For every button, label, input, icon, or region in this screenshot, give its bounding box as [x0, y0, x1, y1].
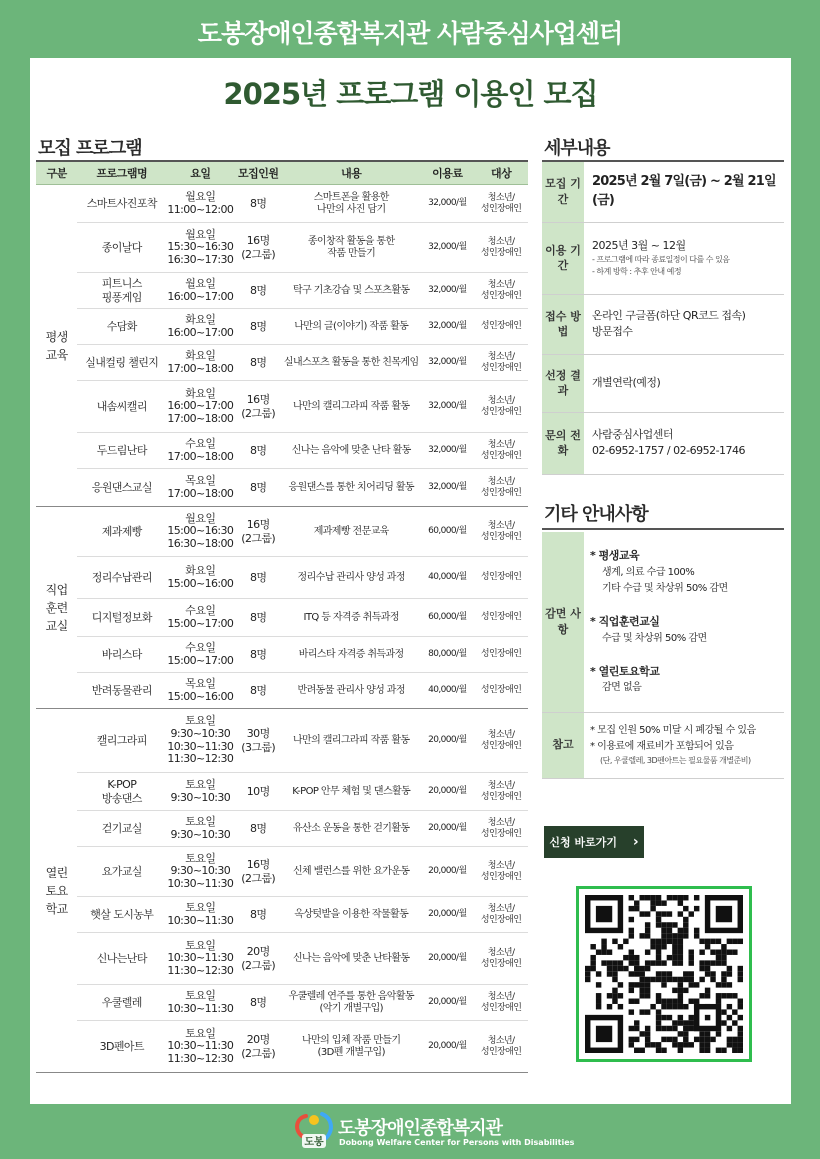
program-name: 수담화	[77, 309, 166, 345]
program-schedule: 토요일 9:30~10:30 10:30~11:30 11:30~12:30	[166, 709, 234, 773]
program-target: 청소년/ 성인장애인	[474, 773, 528, 811]
program-name: 신나는난타	[77, 933, 166, 985]
program-capacity: 8명	[234, 557, 282, 599]
logo-text: 도봉	[304, 1137, 324, 1148]
program-target: 성인장애인	[474, 557, 528, 599]
program-target: 청소년/ 성인장애인	[474, 1021, 528, 1073]
program-category: 평생 교육	[36, 185, 77, 507]
program-capacity: 8명	[234, 599, 282, 637]
program-target: 청소년/ 성인장애인	[474, 433, 528, 469]
program-capacity: 8명	[234, 345, 282, 381]
apply-button[interactable]	[544, 826, 644, 858]
program-name: 응원댄스교실	[77, 469, 166, 507]
program-content: K-POP 안무 체험 및 댄스활동	[282, 773, 421, 811]
program-name: 햇살 도시농부	[77, 897, 166, 933]
program-schedule: 화요일 16:00~17:00	[166, 309, 234, 345]
discount-lifelong-line-2: 기타 수급 및 차상위 50% 감면	[602, 582, 728, 594]
program-capacity: 8명	[234, 985, 282, 1021]
program-fee: 32,000/월	[420, 273, 474, 309]
program-schedule: 수요일 15:00~17:00	[166, 599, 234, 637]
program-content: 제과제빵 전문교육	[282, 507, 421, 557]
table-row	[36, 811, 528, 847]
program-capacity: 8명	[234, 433, 282, 469]
program-capacity: 8명	[234, 273, 282, 309]
note-line-3: (단, 우쿨렐레, 3D펜아트는 필요물품 개별준비)	[600, 756, 751, 765]
program-schedule: 월요일 15:30~16:30 16:30~17:30	[166, 223, 234, 273]
program-content: 신나는 음악에 맞춘 난타 활동	[282, 433, 421, 469]
program-schedule: 토요일 10:30~11:30	[166, 985, 234, 1021]
result-value: 개별연락(예정)	[584, 354, 784, 412]
result-row	[542, 354, 784, 412]
program-name: 3D펜아트	[77, 1021, 166, 1073]
table-row	[36, 933, 528, 985]
footer	[0, 1110, 820, 1155]
note-line-1: * 모집 인원 50% 미달 시 폐강될 수 있음	[590, 725, 756, 736]
program-name: 두드림난타	[77, 433, 166, 469]
column-header: 모집인원	[234, 162, 282, 185]
program-fee: 32,000/월	[420, 223, 474, 273]
program-capacity: 8명	[234, 897, 282, 933]
program-target: 청소년/ 성인장애인	[474, 811, 528, 847]
program-content: 탁구 기초강습 및 스포츠활동	[282, 273, 421, 309]
discount-row	[542, 532, 784, 712]
program-schedule: 토요일 10:30~11:30 11:30~12:30	[166, 933, 234, 985]
program-fee: 20,000/월	[420, 933, 474, 985]
program-fee: 40,000/월	[420, 557, 474, 599]
footer-org-name-en: Dobong Welfare Center for Persons with Disabilities	[339, 1138, 575, 1147]
program-name: 반려동물관리	[77, 673, 166, 709]
program-fee: 20,000/월	[420, 985, 474, 1021]
program-target: 청소년/ 성인장애인	[474, 847, 528, 897]
program-target: 성인장애인	[474, 637, 528, 673]
program-capacity: 8명	[234, 637, 282, 673]
main-title: 2025년 프로그램 이용인 모집	[223, 77, 598, 111]
program-name: 디지털정보화	[77, 599, 166, 637]
program-name: 스마트사진포착	[77, 185, 166, 223]
program-fee: 32,000/월	[420, 309, 474, 345]
table-row	[36, 345, 528, 381]
program-name: K-POP 방송댄스	[77, 773, 166, 811]
program-schedule: 목요일 17:00~18:00	[166, 469, 234, 507]
extra-section-title: 기타 안내사항	[544, 504, 648, 525]
table-row	[36, 599, 528, 637]
program-target: 청소년/ 성인장애인	[474, 507, 528, 557]
details-section-title: 세부내용	[544, 138, 610, 159]
extra-section-divider	[542, 528, 784, 530]
program-schedule: 수요일 15:00~17:00	[166, 637, 234, 673]
program-target: 청소년/ 성인장애인	[474, 897, 528, 933]
program-content: 응원댄스를 통한 치어리딩 활동	[282, 469, 421, 507]
program-fee: 60,000/월	[420, 599, 474, 637]
result-label: 선정 결과	[542, 354, 584, 412]
program-target: 성인장애인	[474, 309, 528, 345]
column-header: 구분	[36, 162, 77, 185]
use-period-label: 이용 기간	[542, 222, 584, 294]
program-content: 실내스포츠 활동을 통한 친목게임	[282, 345, 421, 381]
program-name: 우쿨렐레	[77, 985, 166, 1021]
program-schedule: 토요일 9:30~10:30	[166, 811, 234, 847]
program-fee: 32,000/월	[420, 469, 474, 507]
program-schedule: 목요일 15:00~16:00	[166, 673, 234, 709]
program-content: 나만의 글(이야기) 작품 활동	[282, 309, 421, 345]
program-capacity: 20명 (2그룹)	[234, 933, 282, 985]
program-table-body	[36, 185, 528, 1073]
discount-saturday-line-1: 감면 없음	[602, 682, 642, 694]
program-content: 반려동물 관리사 양성 과정	[282, 673, 421, 709]
program-capacity: 16명 (2그룹)	[234, 507, 282, 557]
column-header: 내용	[282, 162, 421, 185]
program-fee: 32,000/월	[420, 185, 474, 223]
program-content: 유산소 운동을 통한 걷기활동	[282, 811, 421, 847]
program-capacity: 8명	[234, 673, 282, 709]
program-schedule: 월요일 11:00~12:00	[166, 185, 234, 223]
table-row	[36, 223, 528, 273]
note-line-2: * 이용료에 재료비가 포함되어 있음	[590, 741, 734, 752]
program-target: 청소년/ 성인장애인	[474, 223, 528, 273]
apply-method-row	[542, 294, 784, 354]
qr-code[interactable]	[576, 886, 752, 1062]
program-fee: 20,000/월	[420, 897, 474, 933]
program-schedule: 화요일 15:00~16:00	[166, 557, 234, 599]
apply-button-label: 신청 바로가기	[549, 836, 617, 849]
program-schedule: 토요일 10:30~11:30	[166, 897, 234, 933]
program-content: 나만의 캘리그라피 작품 활동	[282, 709, 421, 773]
program-content: 나만의 입체 작품 만들기 (3D펜 개별구입)	[282, 1021, 421, 1073]
column-header: 이용료	[420, 162, 474, 185]
program-content: 종이창작 활동을 통한 작품 만들기	[282, 223, 421, 273]
program-capacity: 16명 (2그룹)	[234, 223, 282, 273]
program-fee: 20,000/월	[420, 811, 474, 847]
qr-code-icon	[585, 895, 743, 1053]
table-row	[36, 985, 528, 1021]
program-content: 우쿨렐레 연주를 통한 음악활동 (악기 개별구입)	[282, 985, 421, 1021]
program-schedule: 월요일 16:00~17:00	[166, 273, 234, 309]
program-fee: 40,000/월	[420, 673, 474, 709]
recruit-period-value: 2025년 2월 7일(금) ~ 2월 21일(금)	[592, 173, 776, 208]
program-fee: 32,000/월	[420, 433, 474, 469]
program-target: 성인장애인	[474, 599, 528, 637]
contact-value: 사람중심사업센터 02-6952-1757 / 02-6952-1746	[584, 412, 784, 474]
program-name: 캘리그라피	[77, 709, 166, 773]
program-fee: 20,000/월	[420, 773, 474, 811]
center-name-header: 도봉장애인종합복지관 사람중심사업센터	[197, 19, 623, 48]
program-target: 청소년/ 성인장애인	[474, 709, 528, 773]
discount-lifelong-line-1: 생계, 의료 수급 100%	[602, 566, 695, 578]
recruit-period-row	[542, 162, 784, 222]
program-table-header	[36, 162, 528, 185]
contact-label: 문의 전화	[542, 412, 584, 474]
welfare-center-logo	[292, 1110, 336, 1150]
program-fee: 20,000/월	[420, 709, 474, 773]
note-row	[542, 712, 784, 778]
table-row	[36, 507, 528, 557]
discount-item-vocational: * 직업훈련교실	[590, 614, 660, 628]
program-target: 청소년/ 성인장애인	[474, 933, 528, 985]
column-header: 대상	[474, 162, 528, 185]
apply-method-value: 온라인 구글폼(하단 QR코드 접속) 방문접수	[584, 294, 784, 354]
program-capacity: 20명 (2그룹)	[234, 1021, 282, 1073]
program-fee: 32,000/월	[420, 381, 474, 433]
recruit-period-label: 모집 기간	[542, 162, 584, 222]
table-row	[36, 185, 528, 223]
program-content: ITQ 등 자격증 취득과정	[282, 599, 421, 637]
program-target: 청소년/ 성인장애인	[474, 381, 528, 433]
program-schedule: 수요일 17:00~18:00	[166, 433, 234, 469]
program-name: 정리수납관리	[77, 557, 166, 599]
table-row	[36, 309, 528, 345]
program-name: 실내컬링 챌린지	[77, 345, 166, 381]
discount-vocational-line-1: 수급 및 차상위 50% 감면	[602, 632, 707, 644]
extra-info-table	[542, 532, 784, 779]
table-row	[36, 847, 528, 897]
use-period-row	[542, 222, 784, 294]
column-header: 요일	[166, 162, 234, 185]
program-name: 내솜씨캘리	[77, 381, 166, 433]
table-row	[36, 637, 528, 673]
program-fee: 32,000/월	[420, 345, 474, 381]
table-row	[36, 773, 528, 811]
table-row	[36, 673, 528, 709]
program-capacity: 16명 (2그룹)	[234, 381, 282, 433]
program-target: 청소년/ 성인장애인	[474, 273, 528, 309]
program-category: 직업 훈련 교실	[36, 507, 77, 709]
program-table	[36, 162, 528, 1073]
program-target: 청소년/ 성인장애인	[474, 345, 528, 381]
poster-card	[30, 58, 791, 1104]
program-content: 스마트폰을 활용한 나만의 사진 담기	[282, 185, 421, 223]
program-target: 청소년/ 성인장애인	[474, 185, 528, 223]
program-fee: 80,000/월	[420, 637, 474, 673]
program-fee: 60,000/월	[420, 507, 474, 557]
program-schedule: 토요일 9:30~10:30 10:30~11:30	[166, 847, 234, 897]
contact-row	[542, 412, 784, 474]
program-name: 바리스타	[77, 637, 166, 673]
program-content: 정리수납 관리사 양성 과정	[282, 557, 421, 599]
discount-item-saturday: * 열린토요학교	[590, 664, 660, 678]
program-name: 걷기교실	[77, 811, 166, 847]
table-row	[36, 273, 528, 309]
program-content: 바리스타 자격증 취득과정	[282, 637, 421, 673]
use-period-value: 2025년 3월 ~ 12월	[592, 239, 686, 253]
program-target: 청소년/ 성인장애인	[474, 985, 528, 1021]
table-row	[36, 469, 528, 507]
table-row	[36, 1021, 528, 1073]
table-row	[36, 709, 528, 773]
program-fee: 20,000/월	[420, 847, 474, 897]
program-capacity: 8명	[234, 811, 282, 847]
program-schedule: 토요일 10:30~11:30 11:30~12:30	[166, 1021, 234, 1073]
programs-section-title: 모집 프로그램	[38, 138, 142, 159]
program-name: 제과제빵	[77, 507, 166, 557]
details-table	[542, 162, 784, 475]
program-schedule: 월요일 15:00~16:30 16:30~18:00	[166, 507, 234, 557]
program-capacity: 10명	[234, 773, 282, 811]
program-schedule: 토요일 9:30~10:30	[166, 773, 234, 811]
program-target: 성인장애인	[474, 673, 528, 709]
discount-label: 감면 사항	[542, 532, 584, 712]
program-capacity: 8명	[234, 309, 282, 345]
use-period-note-2: - 하계 방학 : 추후 안내 예정	[592, 266, 682, 276]
program-target: 청소년/ 성인장애인	[474, 469, 528, 507]
footer-org-name: 도봉장애인종합복지관	[338, 1118, 502, 1139]
table-row	[36, 897, 528, 933]
chevron-right-icon: ›	[632, 834, 639, 850]
program-category: 열린 토요 학교	[36, 709, 77, 1073]
discount-item-lifelong: * 평생교육	[590, 549, 640, 563]
note-label: 참고	[542, 712, 584, 778]
program-content: 신나는 음악에 맞춘 난타활동	[282, 933, 421, 985]
program-capacity: 8명	[234, 185, 282, 223]
program-name: 종이날다	[77, 223, 166, 273]
table-row	[36, 381, 528, 433]
program-schedule: 화요일 16:00~17:00 17:00~18:00	[166, 381, 234, 433]
apply-method-label: 접수 방법	[542, 294, 584, 354]
program-name: 피트니스 핑퐁게임	[77, 273, 166, 309]
program-name: 요가교실	[77, 847, 166, 897]
program-capacity: 8명	[234, 469, 282, 507]
program-fee: 20,000/월	[420, 1021, 474, 1073]
table-row	[36, 433, 528, 469]
program-content: 옥상텃밭을 이용한 작물활동	[282, 897, 421, 933]
column-header: 프로그램명	[77, 162, 166, 185]
program-capacity: 30명 (3그룹)	[234, 709, 282, 773]
program-content: 신체 밸런스를 위한 요가운동	[282, 847, 421, 897]
use-period-note-1: - 프로그램에 따라 종료일정이 다를 수 있음	[592, 254, 730, 264]
program-capacity: 16명 (2그룹)	[234, 847, 282, 897]
program-content: 나만의 캘리그라피 작품 활동	[282, 381, 421, 433]
program-schedule: 화요일 17:00~18:00	[166, 345, 234, 381]
table-row	[36, 557, 528, 599]
